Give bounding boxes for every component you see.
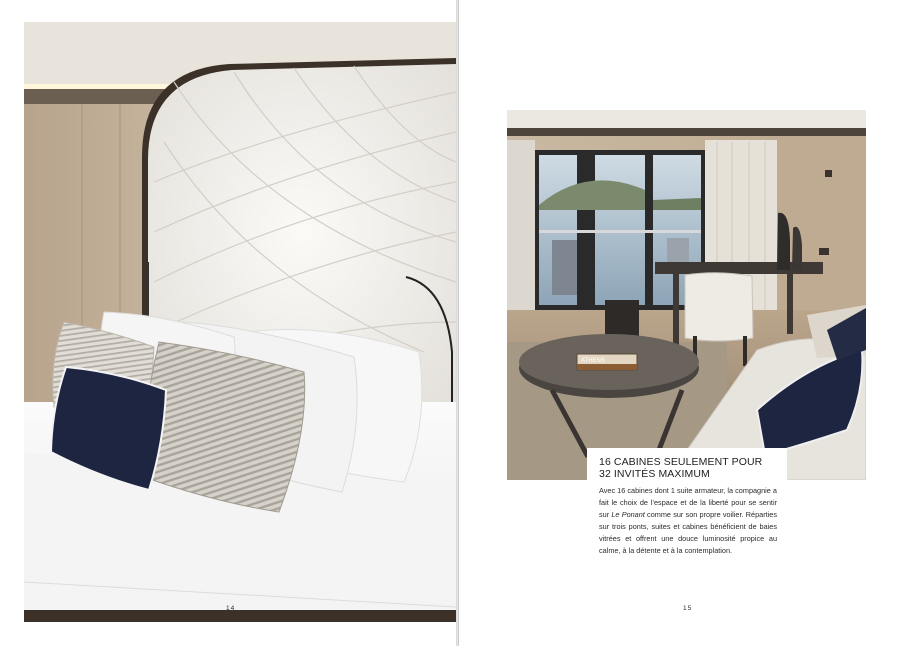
- section-body: [599, 485, 777, 556]
- section-title-line-1: 16 CABINES SEULEMENT POUR: [599, 456, 763, 468]
- section-title: [599, 456, 777, 480]
- section-body-part-1: Avec 16 cabines dont 1 suite armateur, la compagnie a fait le choix de l’espace et de la liberté pour se sentir sur: [599, 486, 777, 519]
- bedroom-photo: [24, 22, 456, 622]
- section-body-part-2: comme sur son propre voilier. Réparties sur trois ponts, suites et cabines bénéficient de baies vitrées et offrent une douce luminosité propice au calme, à la détente et à la contemplation.: [599, 509, 777, 555]
- cabin-lounge-photo: [507, 110, 866, 480]
- book-label: ATHENS: [581, 358, 605, 364]
- section-title-line-2: 32 INVITÉS MAXIMUM: [599, 468, 710, 480]
- page-number-left: 14: [226, 605, 236, 612]
- page-number-right: 15: [683, 605, 693, 612]
- section-text-card: [587, 448, 787, 568]
- ship-name: Le Ponant: [611, 509, 645, 519]
